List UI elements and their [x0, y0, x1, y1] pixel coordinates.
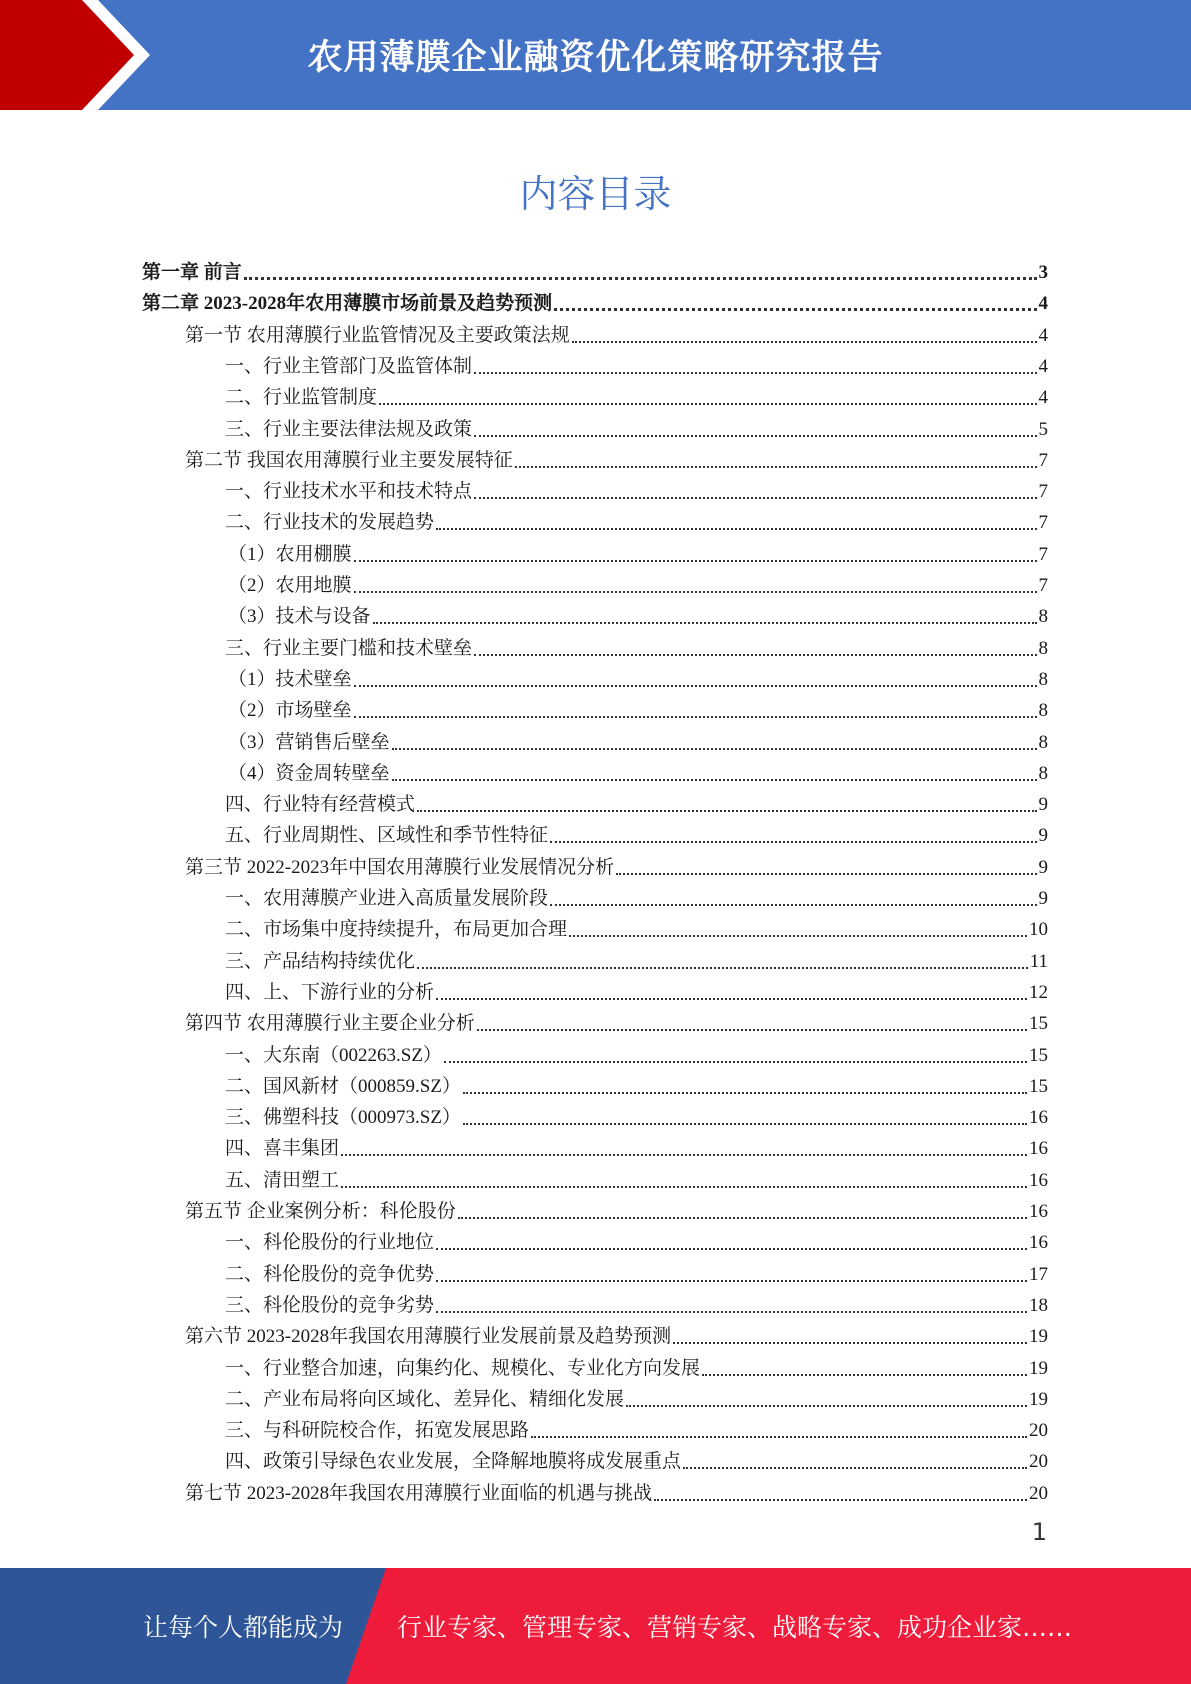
toc-dot-leader	[341, 1185, 1027, 1188]
page-number: 1	[1031, 1518, 1047, 1546]
toc-entry-label: 第七节 2023-2028年我国农用薄膜行业面临的机遇与挑战	[185, 1482, 653, 1504]
toc-dot-leader	[683, 1466, 1027, 1469]
toc-entry-page: 12	[1029, 981, 1048, 1003]
toc-entry[interactable]	[225, 1161, 1048, 1192]
toc-entry[interactable]	[225, 1380, 1048, 1411]
toc-entry[interactable]	[185, 441, 1048, 472]
toc-entry-label: （2）市场壁垒	[228, 700, 352, 722]
toc-entry-page: 9	[1038, 794, 1048, 816]
toc-dot-leader	[463, 1091, 1027, 1094]
toc-entry-label: 三、科伦股份的竞争劣势	[225, 1294, 435, 1316]
toc-entry-label: 二、行业监管制度	[225, 387, 378, 409]
toc-dot-leader	[515, 465, 1037, 468]
toc-entry-label: 第六节 2023-2028年我国农用薄膜行业发展前景及趋势预测	[185, 1326, 672, 1348]
toc-entry-page: 11	[1029, 950, 1048, 972]
toc-entry[interactable]	[185, 1317, 1048, 1348]
toc-entry-page: 8	[1038, 700, 1048, 722]
toc-entry-page: 15	[1029, 1044, 1048, 1066]
toc-entry-page: 19	[1029, 1388, 1048, 1410]
toc-entry-page: 15	[1029, 1075, 1048, 1097]
toc-entry-label: 三、佛塑科技（000973.SZ）	[225, 1107, 461, 1129]
toc-entry[interactable]	[225, 629, 1048, 660]
toc-entry-label: 第一节 农用薄膜行业监管情况及主要政策法规	[185, 324, 570, 346]
footer-slogan-left: 让每个人都能成为	[143, 1613, 344, 1642]
toc-entry[interactable]	[228, 691, 1048, 722]
toc-dot-leader	[474, 371, 1036, 374]
toc-entry-page: 7	[1038, 512, 1048, 534]
toc-entry-page: 15	[1029, 1013, 1048, 1035]
toc-entry[interactable]	[228, 597, 1048, 628]
toc-entry-page: 9	[1038, 888, 1048, 909]
toc-entry-page: 16	[1029, 1169, 1048, 1191]
toc-dot-leader	[458, 1216, 1027, 1219]
toc-dot-leader	[436, 1279, 1027, 1282]
toc-entry-page: 16	[1029, 1107, 1048, 1129]
toc-entry-label: 四、上、下游行业的分析	[225, 981, 435, 1003]
toc-entry[interactable]	[185, 1004, 1048, 1035]
toc-dot-leader	[436, 1310, 1027, 1313]
toc-entry-label: 第二节 我国农用薄膜行业主要发展特征	[185, 449, 513, 471]
toc-entry-page: 8	[1038, 731, 1048, 753]
toc-entry[interactable]	[225, 410, 1048, 441]
toc-entry-label: 一、行业整合加速，向集约化、规模化、专业化方向发展	[225, 1357, 701, 1379]
toc-entry[interactable]	[225, 942, 1048, 973]
toc-entry-page: 7	[1038, 481, 1048, 503]
header-banner	[0, 0, 1191, 110]
toc-entry[interactable]	[225, 1411, 1048, 1442]
toc-heading: 内容目录	[519, 172, 672, 216]
toc-entry-label: 二、市场集中度持续提升，布局更加合理	[225, 919, 568, 941]
toc-entry-page: 16	[1029, 1232, 1048, 1254]
toc-entry-page: 18	[1029, 1294, 1048, 1316]
toc-entry-label: 四、行业特有经营模式	[225, 794, 416, 816]
toc-entry[interactable]	[225, 910, 1048, 941]
toc-entry[interactable]	[225, 503, 1048, 534]
toc-entry-page: 8	[1038, 762, 1048, 784]
toc-entry[interactable]	[225, 879, 1048, 910]
toc-entry-label: 第二章 2023-2028年农用薄膜市场前景及趋势预测	[142, 293, 553, 315]
toc-entry-label: （4）资金周转壁垒	[228, 762, 390, 784]
toc-dot-leader	[417, 966, 1028, 969]
toc-entry[interactable]	[142, 284, 1048, 315]
toc-entry[interactable]	[225, 378, 1048, 409]
toc-entry-page: 19	[1029, 1326, 1048, 1348]
toc-dot-leader	[550, 903, 1036, 906]
toc-entry[interactable]	[225, 1223, 1048, 1254]
toc-entry-label: 三、行业主要法律法规及政策	[225, 418, 473, 440]
toc-entry-label: 三、行业主要门槛和技术壁垒	[225, 637, 473, 659]
toc-entry[interactable]	[228, 754, 1048, 785]
toc-entry-label: 一、大东南（002263.SZ）	[225, 1044, 442, 1066]
toc-entry[interactable]	[225, 347, 1048, 378]
toc-dot-leader	[626, 1404, 1027, 1407]
toc-entry[interactable]	[228, 566, 1048, 597]
toc-entry[interactable]	[185, 1192, 1048, 1223]
toc-entry-label: 一、行业技术水平和技术特点	[225, 481, 473, 503]
toc-entry-page: 17	[1029, 1263, 1048, 1285]
toc-dot-leader	[436, 997, 1027, 1000]
toc-entry-page: 8	[1038, 637, 1048, 659]
toc-entry-label: （2）农用地膜	[228, 575, 352, 596]
toc-entry-page: 9	[1038, 856, 1048, 878]
toc-entry-page: 7	[1038, 575, 1048, 596]
toc-dot-leader	[354, 559, 1037, 562]
toc-entry-page: 4	[1038, 355, 1048, 377]
toc-dot-leader	[373, 621, 1037, 624]
toc-dot-leader	[531, 1435, 1027, 1438]
toc-entry[interactable]	[225, 1036, 1048, 1067]
toc-entry-page: 4	[1038, 293, 1048, 315]
toc-entry-label: 一、科伦股份的行业地位	[225, 1232, 435, 1254]
toc-entry[interactable]	[185, 316, 1048, 347]
toc-dot-leader	[474, 653, 1036, 656]
toc-dot-leader	[354, 590, 1037, 593]
toc-entry[interactable]	[142, 253, 1048, 284]
toc-entry-page: 20	[1029, 1482, 1048, 1504]
toc-dot-leader	[702, 1373, 1027, 1376]
toc-entry[interactable]	[225, 472, 1048, 503]
toc-entry[interactable]	[225, 1098, 1048, 1129]
toc-entry-label: 第五节 企业案例分析：科伦股份	[185, 1201, 456, 1222]
toc-entry[interactable]	[185, 1474, 1048, 1505]
toc-dot-leader	[392, 747, 1037, 750]
toc-dot-leader	[616, 872, 1036, 875]
toc-dot-leader	[654, 1498, 1027, 1501]
toc-entry-page: 7	[1038, 449, 1048, 471]
toc-entry-label: 四、政策引导绿色农业发展，全降解地膜将成发展重点	[225, 1451, 682, 1473]
toc-entry-page: 16	[1029, 1138, 1048, 1160]
toc-entry[interactable]	[228, 535, 1048, 566]
toc-entry-label: （1）技术壁垒	[228, 668, 352, 690]
toc-dot-leader	[244, 276, 1037, 280]
toc-entry-page: 9	[1038, 825, 1048, 847]
toc-entry-label: 二、行业技术的发展趋势	[225, 512, 435, 534]
toc-dot-leader	[463, 1122, 1027, 1125]
toc-entry-label: 二、国风新材（000859.SZ）	[225, 1075, 461, 1097]
toc-dot-leader	[572, 340, 1037, 343]
toc-entry-page: 16	[1029, 1201, 1048, 1222]
toc-entry[interactable]	[225, 1255, 1048, 1286]
toc-entry-page: 8	[1038, 606, 1048, 628]
footer-slogan-right: 行业专家、管理专家、营销专家、战略专家、成功企业家……	[397, 1613, 1073, 1642]
toc-entry-label: 一、农用薄膜产业进入高质量发展阶段	[225, 888, 549, 909]
toc-entry-page: 20	[1029, 1420, 1048, 1442]
toc-dot-leader	[392, 778, 1037, 781]
toc-entry-label: 第三节 2022-2023年中国农用薄膜行业发展情况分析	[185, 856, 615, 878]
toc-entry-label: 一、行业主管部门及监管体制	[225, 355, 473, 377]
toc-entry[interactable]	[225, 1067, 1048, 1098]
toc-entry-label: （3）技术与设备	[228, 606, 371, 628]
toc-entry-label: 第一章 前言	[142, 262, 242, 283]
toc-entry-label: （3）营销售后壁垒	[228, 731, 390, 753]
toc-dot-leader	[444, 1060, 1027, 1063]
toc-entry-label: 四、喜丰集团	[225, 1138, 340, 1160]
toc-entry[interactable]	[228, 660, 1048, 691]
toc-dot-leader	[474, 434, 1036, 437]
toc-dot-leader	[341, 1153, 1027, 1156]
toc-entry-page: 4	[1038, 324, 1048, 346]
toc-entry-label: 三、产品结构持续优化	[225, 950, 416, 972]
toc-entry[interactable]	[225, 816, 1048, 847]
toc-dot-leader	[417, 809, 1036, 812]
toc-dot-leader	[354, 715, 1037, 718]
toc-entry-label: （1）农用棚膜	[228, 543, 352, 565]
toc-entry[interactable]	[225, 1442, 1048, 1473]
toc-entry-page: 8	[1038, 668, 1048, 690]
report-title: 农用薄膜企业融资优化策略研究报告	[307, 38, 884, 78]
toc-dot-leader	[354, 684, 1037, 687]
toc-dot-leader	[436, 527, 1036, 530]
toc-entry[interactable]	[225, 785, 1048, 816]
toc-dot-leader	[379, 402, 1036, 405]
toc-entry[interactable]	[225, 1286, 1048, 1317]
toc-entry-page: 19	[1029, 1357, 1048, 1379]
toc-entry[interactable]	[225, 1129, 1048, 1160]
toc-dot-leader	[436, 1247, 1027, 1250]
toc-entry[interactable]	[185, 848, 1048, 879]
toc-dot-leader	[474, 496, 1036, 499]
toc-entry-page: 3	[1038, 262, 1048, 283]
toc-entry-page: 5	[1038, 418, 1048, 440]
toc-entry-label: 五、清田塑工	[225, 1169, 340, 1191]
toc-dot-leader	[477, 1028, 1027, 1031]
toc-dot-leader	[554, 307, 1036, 311]
toc-entry-label: 第四节 农用薄膜行业主要企业分析	[185, 1013, 475, 1035]
toc-entry-label: 二、科伦股份的竞争优势	[225, 1263, 435, 1285]
toc-entry-label: 五、行业周期性、区域性和季节性特征	[225, 825, 549, 847]
footer-banner	[0, 1568, 1191, 1684]
toc-entry-label: 二、产业布局将向区域化、差异化、精细化发展	[225, 1388, 625, 1410]
toc-entry-label: 三、与科研院校合作，拓宽发展思路	[225, 1420, 530, 1442]
toc-entry-page: 10	[1029, 919, 1048, 941]
toc-entry-page: 4	[1038, 387, 1048, 409]
toc-entry[interactable]	[228, 723, 1048, 754]
toc-dot-leader	[550, 840, 1036, 843]
toc-dot-leader	[673, 1341, 1027, 1344]
toc-entry[interactable]	[225, 973, 1048, 1004]
toc-entry[interactable]	[225, 1349, 1048, 1380]
toc-entry-page: 20	[1029, 1451, 1048, 1473]
toc-entry-page: 7	[1038, 543, 1048, 565]
toc-dot-leader	[569, 934, 1027, 937]
